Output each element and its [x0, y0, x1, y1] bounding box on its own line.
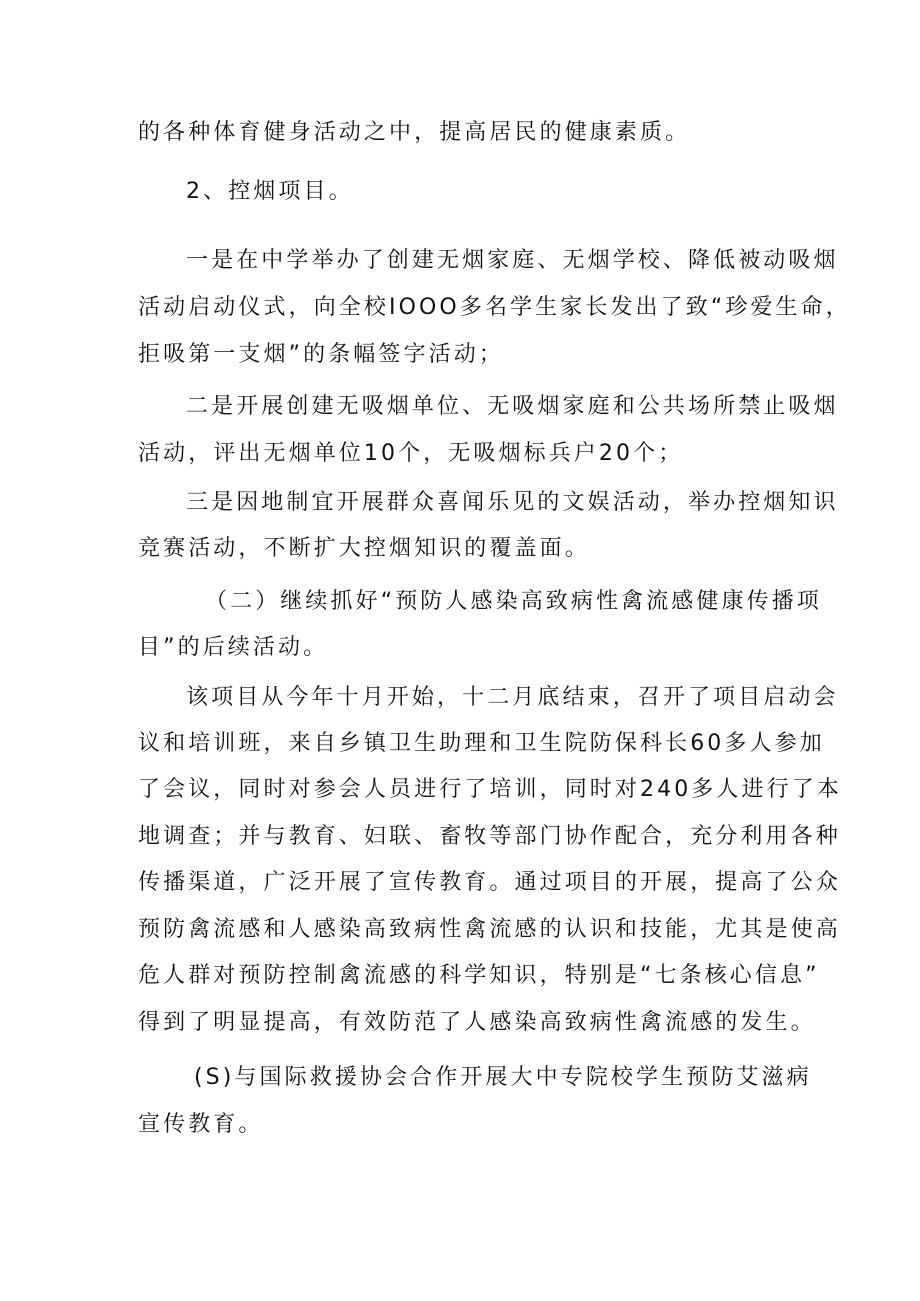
text-line: 拒吸第一支烟”的条幅签字活动；: [138, 342, 504, 367]
section-heading: 目”的后续活动。: [138, 635, 329, 660]
text-line: 得到了明显提高，有效防范了人感染高致病性禽流感的发生。: [138, 1010, 816, 1035]
text-line: 竞赛活动，不断扩大控烟知识的覆盖面。: [138, 536, 590, 561]
section-heading: （二）继续抓好“预防人感染高致病性禽流感健康传播项: [205, 589, 822, 614]
text-line: 三是因地制宜开展群众喜闻乐见的文娱活动，举办控烟知识: [186, 490, 839, 515]
text-line: 危人群对预防控制禽流感的科学知识，特别是“七条核心信息”: [138, 963, 820, 988]
section-heading: 2、控烟项目。: [186, 179, 354, 204]
text-line: 议和培训班，来自乡镇卫生助理和卫生院防保科长60多人参加: [138, 731, 825, 756]
text-line: 传播渠道，广泛开展了宣传教育。通过项目的开展，提高了公众: [138, 870, 841, 895]
text-line: 活动，评出无烟单位10个，无吸烟标兵户20个；: [138, 441, 684, 466]
text-line: 该项目从今年十月开始，十二月底结束，召开了项目启动会: [186, 685, 839, 710]
text-line: 了会议，同时对参会人员进行了培训，同时对240多人进行了本: [138, 777, 842, 802]
section-heading: 宣传教育。: [138, 1112, 264, 1137]
section-heading: (S)与国际救援协会合作开展大中专院校学生预防艾滋病: [194, 1065, 812, 1090]
text-line: 预防禽流感和人感染高致病性禽流感的认识和技能，尤其是使高: [138, 917, 841, 942]
text-line: 一是在中学举办了创建无烟家庭、无烟学校、降低被动吸烟: [186, 248, 839, 273]
text-line: 二是开展创建无吸烟单位、无吸烟家庭和公共场所禁止吸烟: [186, 394, 839, 419]
text-line: 活动启动仪式，向全校IOOO多名学生家长发出了致“珍爱生命，: [138, 295, 851, 320]
text-line: 的各种体育健身活动之中，提高居民的健康素质。: [138, 120, 691, 145]
text-line: 地调查；并与教育、妇联、畜牧等部门协作配合，充分利用各种: [138, 824, 841, 849]
